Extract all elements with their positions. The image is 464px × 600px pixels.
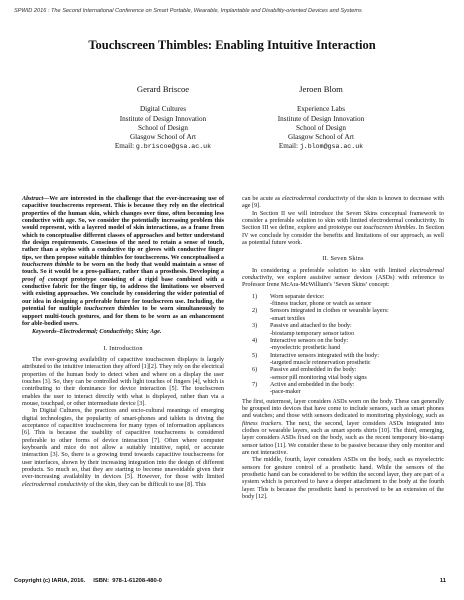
affiliation-line: Institute of Design Innovation bbox=[119, 114, 207, 123]
list-item: 7) Active and embedded in the body: -pace-maker bbox=[252, 381, 355, 396]
paragraph: The first, outermost, layer considers ASDs worn on the body. These can generally be grouped into devices that have come to include sensors, such as smart phones and watches; and those with sensors dedicated to monitoring physiology, such as fitness trackers. The next, the second, layer considers ASDs integrated into clothes or wearable layers, such as smart sports shirts [10]. The third, emerging, layer considers ASDs fixed on the body, such as the recent temporary bio-stamp sensor tattoo [11]. We consider these to be passive because they only monitor and are not interactive. bbox=[242, 398, 445, 456]
affiliation-line: School of Design bbox=[296, 123, 346, 132]
page-number: 11 bbox=[439, 578, 446, 584]
list-item: 4) Interactive sensors on the body: -myoelectric prosthetic hand bbox=[252, 337, 349, 352]
email-address[interactable]: j.blom@gsa.ac.uk bbox=[299, 143, 364, 151]
affiliation-line: Digital Cultures bbox=[139, 105, 187, 114]
author-email: Email: g.briscoe@gsa.ac.uk bbox=[114, 142, 212, 151]
author-name: Jeroen Blom bbox=[299, 84, 343, 94]
page-footer bbox=[14, 578, 450, 584]
author-name: Gerard Briscoe bbox=[136, 84, 190, 94]
list-item: 2) Sensors integrated in clothes or wearable layers: -smart textiles bbox=[252, 308, 389, 322]
conference-header: SPWID 2016 : The Second International Conference on Smart Portable, Wearable, Implantable and Disability-oriented Devices and Systems bbox=[14, 8, 362, 14]
paragraph: can be acute as electrodermal conductivity of the skin is known to decrease with age [9]. bbox=[242, 196, 444, 210]
paragraph: The middle, fourth, layer considers ASDs on the body, such as myoelectric sensors for gesture control of a prosthetic hand. While the sensors of the prosthetic hand can be considered to be within the second layer, they are part of a system which is perceived to have a deeper attachment to the body at the fourth layer. This is because the prosthetic hand is perceived to be an extension of the body [12]. bbox=[242, 457, 444, 501]
affiliation-line: Glasgow School of Art bbox=[129, 133, 197, 142]
author-email: Email: j.blom@gsa.ac.uk bbox=[278, 142, 364, 151]
author-block-1 bbox=[88, 85, 238, 152]
paper-title: Touchscreen Thimbles: Enabling Intuitive Interaction bbox=[88, 38, 376, 52]
list-item: 5) Interactive sensors integrated with the body: -targeted muscle reinnervation prosthetic bbox=[252, 352, 379, 366]
section-heading: II. Seven Skins bbox=[322, 255, 364, 263]
paragraph: In Digital Cultures, the practices and socio-cultural meanings of emerging digital technologies, the popularity of smart-phones and tablets is driving the acceptance of capacitive touchscreens for many types of information appliances [6]. This is because the usability of capacitive touchscreens is considered preferable to other forms of device interaction [7]. Often where computer keyboards and mice do not allow a suitably intuitive, rapid, or accurate interaction [3]. So, there is a growing trend towards capacitive touchscreens for user interfaces, shown by their increasing integration into the design of different products. So much so, that they are starting to become unavoidable given their ever-increasing availability in devices [5]. However, for those with limited electrodermal conductivity of the skin, they can be difficult to use [8]. This bbox=[22, 408, 224, 488]
paragraph: The ever-growing availability of capacitive touchscreen displays is largely attributed to the intuitive interaction they afford [1][2]. They rely on the electrical properties of the human body to detect when and where on a display the user touches [3]. So, they can be controlled with light touches of fingers [4], which is contributing to their dominance for device interaction [5]. The touchscreen enables the user to interact directly with what is displayed, rather than via a mouse, touchpad, or other intermediate device [3]. bbox=[22, 356, 224, 407]
affiliation-line: Institute of Design Innovation bbox=[277, 114, 365, 123]
list-item: 6) Passive and embedded in the body: -sensor pill monitoring vital body signs bbox=[252, 367, 367, 381]
affiliation-line: Experience Labs bbox=[296, 105, 346, 114]
list-item: 1) Worn separate device: -fitness tracker, phone or watch as sensor bbox=[252, 293, 372, 308]
author-block-2 bbox=[246, 85, 396, 152]
abstract: Abstract—We are interested in the challenge that the ever-increasing use of capacitive touchscreens represent. This is because they rely on the electrical properties of the human skin, which changes over time, often becoming less conductive with age. So, we consider the potentially increasing problem this would represent, with a layered model of skin interactions, as a frame from which to conceptualise different classes of approaches and better understand the design requirements. Conscious of the need to retain a sense of touch, rather than a stylus with a conductive tip or gloves with conductive finger tips, we then propose suitable thimbles for touchscreens. We conceptualised a touchscreen thimble to be worn on the body that would maintain a sense of touch. So it would be a pros-palliare, rather than a prosthesis. Developing a proof of concept prototype consisting of a rigid base combined with a conductive fabric for the finger tip, to address the limitations we observed with existing approaches. We conclude by considering the wider potential of our idea in designing a preferable future for touchscreen use. Including, the potential for multiple touchscreen thimbles to be worn simultaneously to support multi-touch gestures, and for them to be worn as an enhancement for able-bodied users. bbox=[22, 196, 224, 327]
section-heading: I. Introduction bbox=[103, 344, 143, 352]
right-column bbox=[242, 196, 444, 501]
affiliation-line: Glasgow School of Art bbox=[287, 133, 355, 142]
seven-skins-list bbox=[242, 294, 444, 397]
left-column bbox=[22, 196, 224, 489]
paragraph: In considering a preferable solution to skin with limited electrodermal conductivity, we explore assistive sensor devices (ASDs) with reference to Professor Irene McAra-McWilliam's ‘Seven Skins’ concept: bbox=[242, 267, 444, 289]
affiliation-line: School of Design bbox=[138, 123, 188, 132]
email-address[interactable]: g.briscoe@gsa.ac.uk bbox=[135, 143, 212, 151]
paragraph: In Section II we will introduce the Seven Skins conceptual framework to consider a preferable solution to skin with limited electrodermal conductivity. In Section III we define, explore and prototype our touchscreen thimbles. In Section IV we conclude by consider the benefits and limitations of our approach, as well as potential future work. bbox=[242, 210, 444, 247]
list-item: 3) Passive and attached to the body: -biostamp temporary sensor tattoo bbox=[252, 323, 355, 337]
copyright-notice: Copyright (c) IARIA, 2016. ISBN: 978-1-61208-480-0 bbox=[14, 578, 162, 584]
keywords: Keywords–Electrodermal; Conductivity; Skin; Age. bbox=[32, 329, 162, 336]
